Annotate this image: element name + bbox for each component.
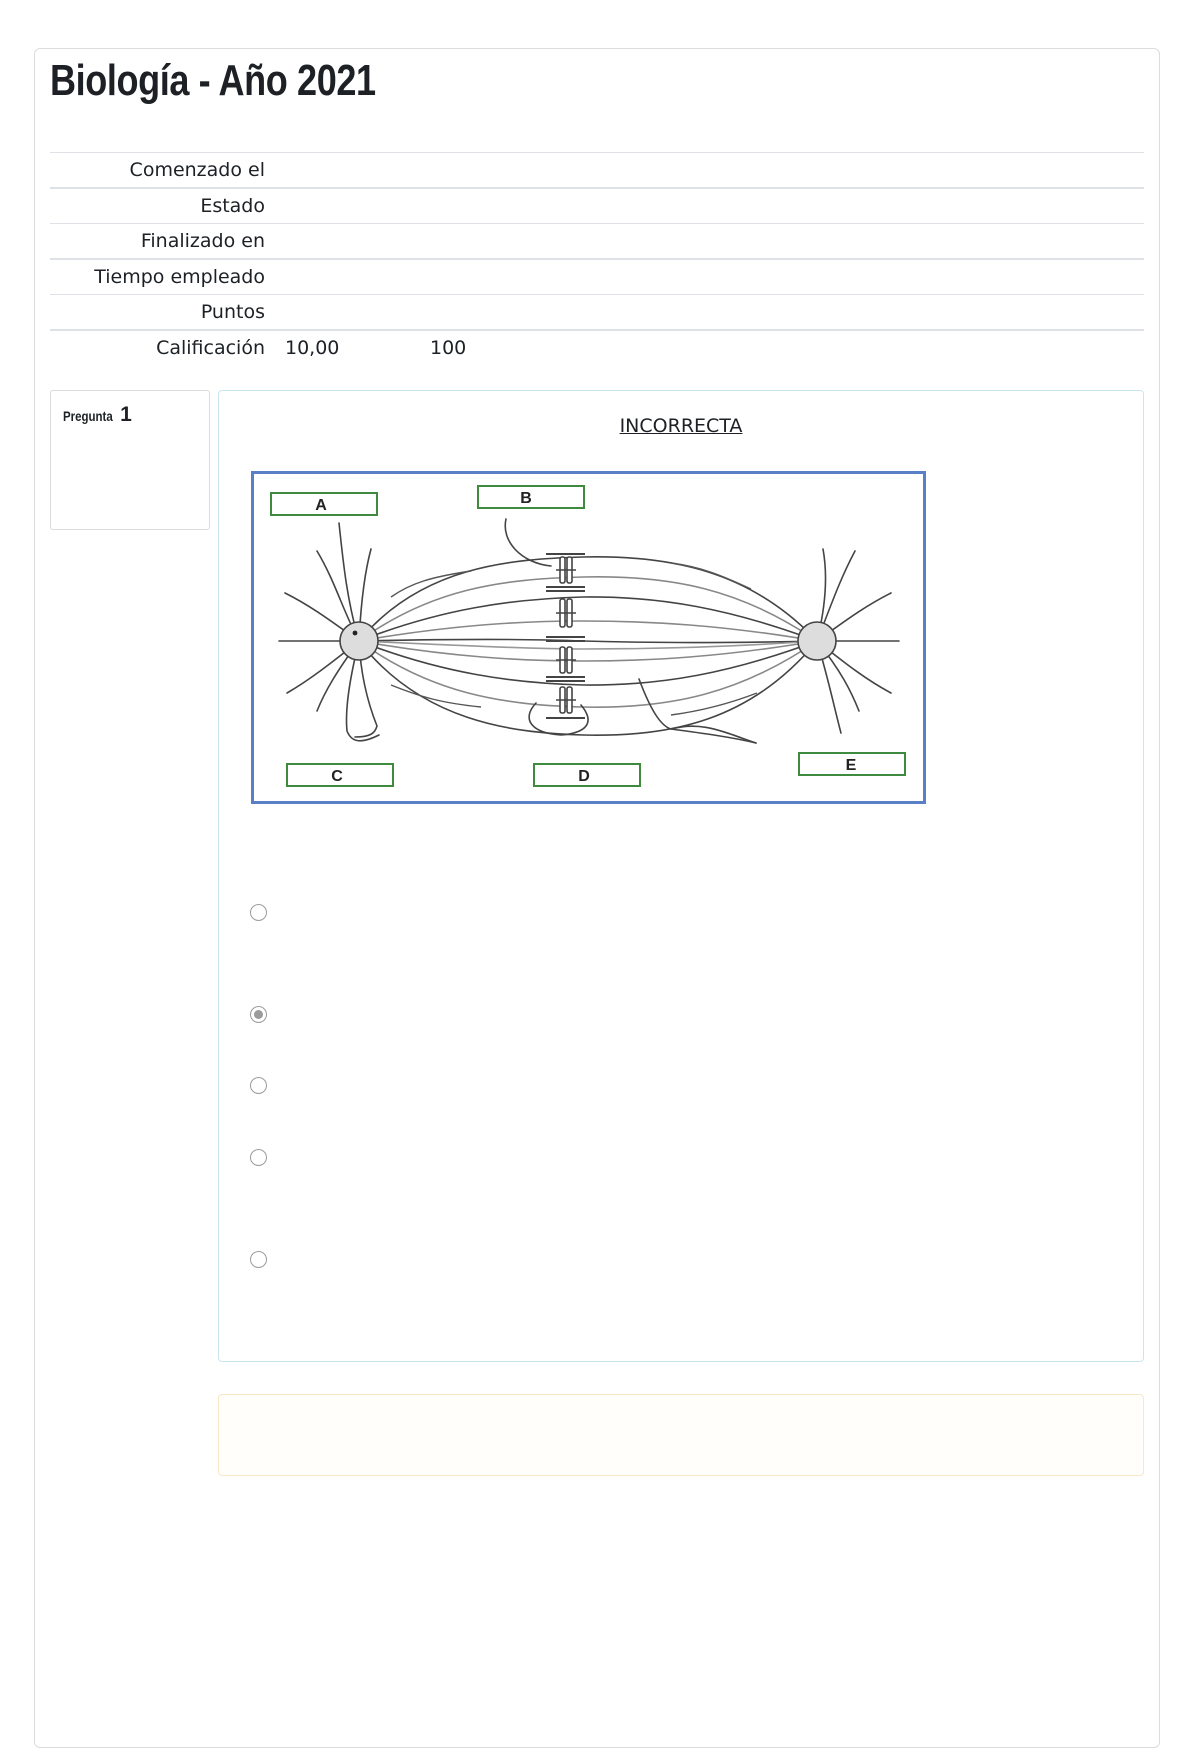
summary-row-started: [50, 153, 1144, 189]
centrosome-right: [798, 622, 836, 660]
summary-value: [285, 224, 1144, 260]
page-title: Biología - Año 2021: [50, 56, 376, 105]
summary-label: Puntos: [50, 295, 285, 331]
question-status: INCORRECTA: [619, 415, 743, 437]
question-content: [218, 390, 1144, 1362]
summary-row-points: [50, 295, 1144, 331]
attempt-summary-table: [50, 152, 1144, 365]
summary-row-state: [50, 188, 1144, 224]
answer-option-radio-4[interactable]: [250, 1149, 267, 1166]
summary-label: Finalizado en: [50, 224, 285, 260]
summary-label: Comenzado el: [50, 153, 285, 189]
summary-label: Tiempo empleado: [50, 259, 285, 295]
answer-option-radio-1[interactable]: [250, 904, 267, 921]
diagram-label-e: E: [845, 757, 857, 774]
grade-label: Calificación: [50, 330, 285, 365]
answer-option-radio-5[interactable]: [250, 1251, 267, 1268]
question-number: [63, 403, 132, 427]
summary-row-finished: [50, 224, 1144, 260]
summary-label: Estado: [50, 188, 285, 224]
mitotic-spindle-diagram: [251, 471, 926, 804]
grade-value: 10,00: [285, 337, 340, 359]
summary-row-grade: [50, 330, 1144, 365]
question-info-box: [50, 390, 210, 530]
summary-value: [285, 259, 1144, 295]
centrosome-left: [340, 622, 378, 660]
question-number-value: 1: [120, 403, 132, 426]
diagram-label-a: A: [315, 497, 327, 514]
summary-value: [285, 295, 1144, 331]
answer-option-radio-2[interactable]: [250, 1006, 267, 1023]
diagram-label-d: D: [578, 768, 590, 785]
grade-value-cell: [285, 330, 1144, 365]
question-word: Pregunta: [63, 408, 113, 424]
answer-option-radio-3[interactable]: [250, 1077, 267, 1094]
centriole-dot: [353, 631, 358, 636]
summary-value: [285, 153, 1144, 189]
grade-max: 100: [430, 337, 467, 359]
spindle-svg: [251, 471, 926, 804]
feedback-box: [218, 1394, 1144, 1476]
diagram-label-b: B: [520, 490, 532, 507]
diagram-label-c: C: [331, 768, 343, 785]
summary-value: [285, 188, 1144, 224]
summary-row-time: [50, 259, 1144, 295]
